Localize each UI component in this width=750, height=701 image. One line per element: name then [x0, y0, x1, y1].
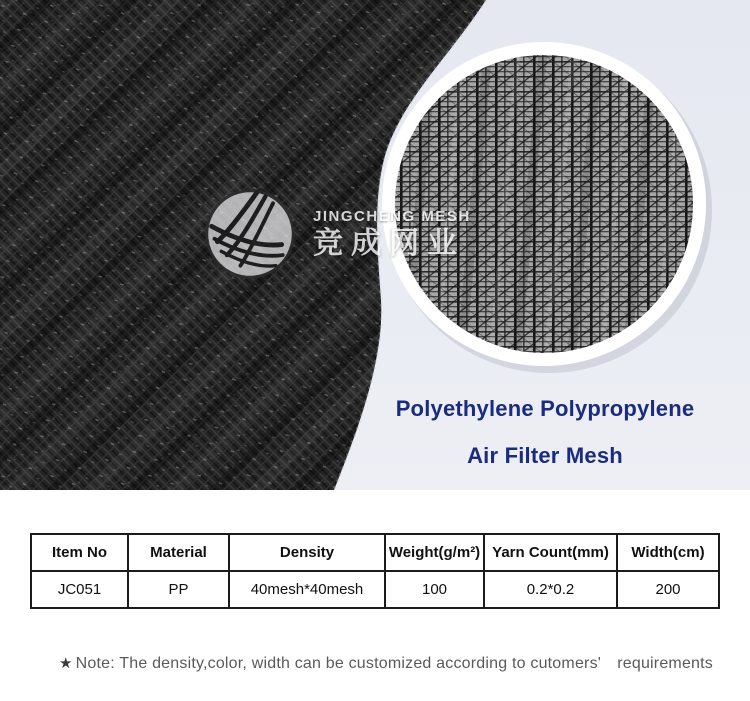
spec-value-yarn-count: 0.2*0.2 [484, 571, 617, 608]
spec-data-row [31, 571, 719, 608]
spec-value-item-no: JC051 [31, 571, 128, 608]
customization-note [59, 650, 713, 673]
spec-header-yarn-count: Yarn Count(mm) [484, 534, 617, 571]
spec-value-density: 40mesh*40mesh [229, 571, 385, 608]
spec-header-width: Width(cm) [617, 534, 719, 571]
spec-value-weight: 100 [385, 571, 484, 608]
magnifier-circle [382, 42, 712, 373]
spec-header-item-no: Item No [31, 534, 128, 571]
spec-header-row [31, 534, 719, 571]
product-title [380, 397, 710, 467]
spec-value-material: PP [128, 571, 229, 608]
spec-header-material: Material [128, 534, 229, 571]
spec-table [30, 533, 720, 609]
brand-name-en: JINGCHENG MESH [313, 208, 471, 226]
spec-header-density: Density [229, 534, 385, 571]
product-title-line1: Polyethylene Polypropylene [395, 396, 695, 421]
brand-name-cn: 竞成网业 [313, 227, 465, 261]
star-icon: ★ [59, 655, 73, 672]
spec-header-weight: Weight(g/m²) [385, 534, 484, 571]
product-title-line2: Air Filter Mesh [467, 443, 623, 469]
note-text: Note: The density,color, width can be customized according to cutomers' requirements [75, 655, 713, 672]
spec-value-width: 200 [617, 571, 719, 608]
